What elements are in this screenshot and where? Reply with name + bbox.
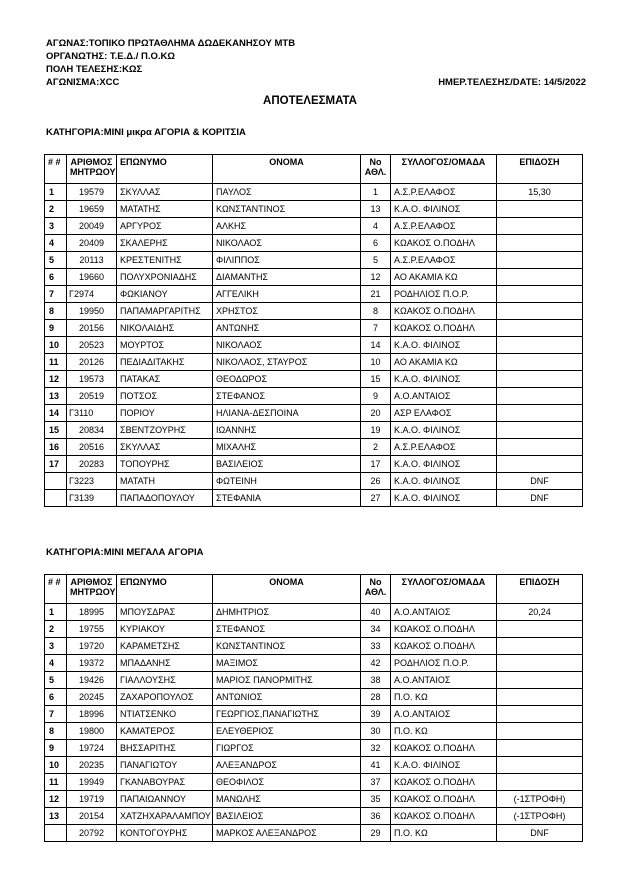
- club-cell: Κ.Α.Ο. ΦΙΛΙΝΟΣ: [391, 490, 497, 507]
- surname-cell: ΣΚΥΛΛΑΣ: [117, 184, 213, 201]
- registry-cell: 20516: [67, 439, 117, 456]
- registry-cell: Γ3139: [67, 490, 117, 507]
- table-row: [45, 218, 583, 235]
- athlete-number-cell: 12: [361, 269, 391, 286]
- athlete-number-cell: 30: [361, 723, 391, 740]
- table-row: [45, 791, 583, 808]
- name-cell: ΚΩΝΣΤΑΝΤΙΝΟΣ: [213, 201, 361, 218]
- name-cell: ΗΛΙΑΝΑ-ΔΕΣΠΟΙΝΑ: [213, 405, 361, 422]
- club-cell: ΚΩΑΚΟΣ Ο.ΠΟΔΗΛ: [391, 638, 497, 655]
- col-header-surname: ΕΠΩΝΥΜΟ: [117, 155, 213, 184]
- registry-cell: 19720: [67, 638, 117, 655]
- club-cell: Π.Ο. ΚΩ: [391, 825, 497, 842]
- performance-cell: [497, 723, 583, 740]
- performance-cell: [497, 303, 583, 320]
- name-cell: ΙΩΑΝΝΗΣ: [213, 422, 361, 439]
- club-cell: Κ.Α.Ο. ΦΙΛΙΝΟΣ: [391, 456, 497, 473]
- surname-cell: ΑΡΓΥΡΟΣ: [117, 218, 213, 235]
- name-cell: ΑΝΤΩΝΗΣ: [213, 320, 361, 337]
- registry-cell: 19573: [67, 371, 117, 388]
- surname-cell: ΠΟΛΥΧΡΟΝΙΑΔΗΣ: [117, 269, 213, 286]
- position-cell: 16: [45, 439, 67, 456]
- table-row: [45, 473, 583, 490]
- surname-cell: ΜΑΤΑΤΗ: [117, 473, 213, 490]
- performance-cell: [497, 320, 583, 337]
- athlete-number-cell: 15: [361, 371, 391, 388]
- athlete-number-cell: 21: [361, 286, 391, 303]
- surname-cell: ΒΗΣΣΑΡΙΤΗΣ: [117, 740, 213, 757]
- athlete-number-cell: 33: [361, 638, 391, 655]
- surname-cell: ΜΠΑΔΑΝΗΣ: [117, 655, 213, 672]
- position-cell: 2: [45, 621, 67, 638]
- surname-cell: ΝΤΙΑΤΣΕΝΚΟ: [117, 706, 213, 723]
- event-label: ΑΓΩΝΙΣΜΑ:XCC: [46, 77, 120, 88]
- club-cell: Κ.Α.Ο. ΦΙΛΙΝΟΣ: [391, 757, 497, 774]
- name-cell: ΕΛΕΥΘΕΡΙΟΣ: [213, 723, 361, 740]
- name-cell: ΝΙΚΟΛΑΟΣ: [213, 235, 361, 252]
- performance-cell: DNF: [497, 473, 583, 490]
- position-cell: 4: [45, 655, 67, 672]
- name-cell: ΜΑΞΙΜΟΣ: [213, 655, 361, 672]
- surname-cell: ΠΑΠΑΙΩΑΝΝΟΥ: [117, 791, 213, 808]
- table-row: [45, 774, 583, 791]
- registry-cell: 19719: [67, 791, 117, 808]
- organizer-label: ΟΡΓΑΝΩΤΗΣ: Τ.Ε.Δ./ Π.Ο.ΚΩ: [46, 51, 176, 62]
- name-cell: ΑΓΓΕΛΙΚΗ: [213, 286, 361, 303]
- club-cell: Κ.Α.Ο. ΦΙΛΙΝΟΣ: [391, 371, 497, 388]
- athlete-number-cell: 13: [361, 201, 391, 218]
- athlete-number-cell: 8: [361, 303, 391, 320]
- surname-cell: ΝΙΚΟΛΑΙΔΗΣ: [117, 320, 213, 337]
- surname-cell: ΚΑΡΑΜΕΤΣΗΣ: [117, 638, 213, 655]
- position-cell: [45, 473, 67, 490]
- registry-cell: 19659: [67, 201, 117, 218]
- club-cell: ΚΩΑΚΟΣ Ο.ΠΟΔΗΛ: [391, 235, 497, 252]
- athlete-number-cell: 42: [361, 655, 391, 672]
- name-cell: ΑΛΕΞΑΝΔΡΟΣ: [213, 757, 361, 774]
- name-cell: ΜΑΝΩΛΗΣ: [213, 791, 361, 808]
- registry-cell: 20523: [67, 337, 117, 354]
- athlete-number-cell: 39: [361, 706, 391, 723]
- position-cell: 12: [45, 371, 67, 388]
- table-row: [45, 689, 583, 706]
- name-cell: ΜΑΡΙΟΣ ΠΑΝΟΡΜΙΤΗΣ: [213, 672, 361, 689]
- table-row: [45, 184, 583, 201]
- athlete-number-cell: 14: [361, 337, 391, 354]
- athlete-number-cell: 36: [361, 808, 391, 825]
- name-cell: ΝΙΚΟΛΑΟΣ, ΣΤΑΥΡΟΣ: [213, 354, 361, 371]
- club-cell: ΚΩΑΚΟΣ Ο.ΠΟΔΗΛ: [391, 303, 497, 320]
- category-title: ΚΑΤΗΓΟΡΙΑ:ΜΙΝΙ μικρα ΑΓΟΡΙΑ & ΚΟΡΙΤΣΙΑ: [46, 127, 246, 138]
- club-cell: Α.Σ.Ρ.ΕΛΑΦΟΣ: [391, 252, 497, 269]
- surname-cell: ΚΟΝΤΟΓΟΥΡΗΣ: [117, 825, 213, 842]
- table-row: [45, 201, 583, 218]
- performance-cell: 20,24: [497, 604, 583, 621]
- name-cell: ΑΛΚΗΣ: [213, 218, 361, 235]
- club-cell: ΚΩΑΚΟΣ Ο.ΠΟΔΗΛ: [391, 621, 497, 638]
- col-header-hash: # #: [45, 155, 67, 184]
- club-cell: Π.Ο. ΚΩ: [391, 689, 497, 706]
- performance-cell: [497, 354, 583, 371]
- athlete-number-cell: 34: [361, 621, 391, 638]
- position-cell: 8: [45, 723, 67, 740]
- surname-cell: ΣΚΥΛΛΑΣ: [117, 439, 213, 456]
- position-cell: 2: [45, 201, 67, 218]
- position-cell: 6: [45, 689, 67, 706]
- club-cell: Κ.Α.Ο. ΦΙΛΙΝΟΣ: [391, 473, 497, 490]
- surname-cell: ΧΑΤΖΗΧΑΡΑΛΑΜΠΟΥ: [117, 808, 213, 825]
- table-row: [45, 235, 583, 252]
- registry-cell: 20792: [67, 825, 117, 842]
- position-cell: [45, 825, 67, 842]
- position-cell: 11: [45, 354, 67, 371]
- registry-cell: 20283: [67, 456, 117, 473]
- performance-cell: (-1ΣΤΡΟΦΗ): [497, 791, 583, 808]
- registry-cell: 19579: [67, 184, 117, 201]
- club-cell: ΑΣΡ ΕΛΑΦΟΣ: [391, 405, 497, 422]
- category-title: ΚΑΤΗΓΟΡΙΑ:ΜΙΝΙ ΜΕΓΑΛΑ ΑΓΟΡΙΑ: [46, 547, 204, 558]
- city-label: ΠΟΛΗ ΤΕΛΕΣΗΣ:ΚΩΣ: [46, 64, 143, 75]
- surname-cell: ΠΑΝΑΓΙΩΤΟΥ: [117, 757, 213, 774]
- col-header-no: No ΑΘΛ.: [361, 575, 391, 604]
- surname-cell: ΜΟΥΡΤΟΣ: [117, 337, 213, 354]
- athlete-number-cell: 38: [361, 672, 391, 689]
- name-cell: ΒΑΣΙΛΕΙΟΣ: [213, 808, 361, 825]
- surname-cell: ΦΩΚΙΑΝΟΥ: [117, 286, 213, 303]
- performance-cell: [497, 422, 583, 439]
- performance-cell: [497, 439, 583, 456]
- athlete-number-cell: 1: [361, 184, 391, 201]
- club-cell: Α.Ο.ΑΝΤΑΙΟΣ: [391, 388, 497, 405]
- position-cell: 12: [45, 791, 67, 808]
- surname-cell: ΓΙΑΛΛΟΥΣΗΣ: [117, 672, 213, 689]
- athlete-number-cell: 37: [361, 774, 391, 791]
- table-row: [45, 320, 583, 337]
- athlete-number-cell: 7: [361, 320, 391, 337]
- name-cell: ΝΙΚΟΛΑΟΣ: [213, 337, 361, 354]
- table-row: [45, 825, 583, 842]
- performance-cell: [497, 774, 583, 791]
- performance-cell: [497, 655, 583, 672]
- position-cell: 1: [45, 184, 67, 201]
- col-header-reg: ΑΡΙΘΜΟΣ ΜΗΤΡΩΟΥ: [67, 155, 117, 184]
- position-cell: 15: [45, 422, 67, 439]
- name-cell: ΑΝΤΩΝΙΟΣ: [213, 689, 361, 706]
- position-cell: 7: [45, 286, 67, 303]
- table-row: [45, 655, 583, 672]
- performance-cell: [497, 740, 583, 757]
- table-row: [45, 388, 583, 405]
- name-cell: ΦΙΛΙΠΠΟΣ: [213, 252, 361, 269]
- surname-cell: ΠΟΤΣΟΣ: [117, 388, 213, 405]
- club-cell: Κ.Α.Ο. ΦΙΛΙΝΟΣ: [391, 337, 497, 354]
- surname-cell: ΜΑΤΑΤΗΣ: [117, 201, 213, 218]
- position-cell: 11: [45, 774, 67, 791]
- col-header-club: ΣΥΛΛΟΓΟΣ/ΟΜΑΔΑ: [391, 155, 497, 184]
- athlete-number-cell: 5: [361, 252, 391, 269]
- surname-cell: ΜΠΟΥΣΔΡΑΣ: [117, 604, 213, 621]
- registry-cell: 20245: [67, 689, 117, 706]
- athlete-number-cell: 27: [361, 490, 391, 507]
- athlete-number-cell: 40: [361, 604, 391, 621]
- registry-cell: 20049: [67, 218, 117, 235]
- col-header-reg: ΑΡΙΘΜΟΣ ΜΗΤΡΩΟΥ: [67, 575, 117, 604]
- surname-cell: ΠΑΤΑΚΑΣ: [117, 371, 213, 388]
- registry-cell: 19800: [67, 723, 117, 740]
- name-cell: ΓΙΩΡΓΟΣ: [213, 740, 361, 757]
- col-header-perf: ΕΠΙΔΟΣΗ: [497, 155, 583, 184]
- athlete-number-cell: 9: [361, 388, 391, 405]
- club-cell: Α.Σ.Ρ.ΕΛΑΦΟΣ: [391, 218, 497, 235]
- name-cell: ΣΤΕΦΑΝΙΑ: [213, 490, 361, 507]
- position-cell: 5: [45, 672, 67, 689]
- page-title: ΑΠΟΤΕΛΕΣΜΑΤΑ: [263, 95, 357, 107]
- athlete-number-cell: 28: [361, 689, 391, 706]
- name-cell: ΦΩΤΕΙΝΗ: [213, 473, 361, 490]
- surname-cell: ΓΚΑΝΑΒΟΥΡΑΣ: [117, 774, 213, 791]
- performance-cell: DNF: [497, 490, 583, 507]
- athlete-number-cell: 2: [361, 439, 391, 456]
- table-row: [45, 757, 583, 774]
- name-cell: ΜΑΡΚΟΣ ΑΛΕΞΑΝΔΡΟΣ: [213, 825, 361, 842]
- table-row: [45, 286, 583, 303]
- surname-cell: ΠΕΔΙΑΔΙΤΑΚΗΣ: [117, 354, 213, 371]
- surname-cell: ΠΑΠΑΔΟΠΟΥΛΟΥ: [117, 490, 213, 507]
- table-row: [45, 808, 583, 825]
- surname-cell: ΚΡΕΣΤΕΝΙΤΗΣ: [117, 252, 213, 269]
- registry-cell: 20235: [67, 757, 117, 774]
- table-row: [45, 706, 583, 723]
- athlete-number-cell: 32: [361, 740, 391, 757]
- club-cell: ΚΩΑΚΟΣ Ο.ΠΟΔΗΛ: [391, 791, 497, 808]
- position-cell: 6: [45, 269, 67, 286]
- position-cell: 8: [45, 303, 67, 320]
- position-cell: 9: [45, 320, 67, 337]
- surname-cell: ΣΚΑΛΕΡΗΣ: [117, 235, 213, 252]
- performance-cell: [497, 757, 583, 774]
- name-cell: ΜΙΧΑΛΗΣ: [213, 439, 361, 456]
- table-row: [45, 269, 583, 286]
- position-cell: 13: [45, 808, 67, 825]
- position-cell: [45, 490, 67, 507]
- position-cell: 5: [45, 252, 67, 269]
- athlete-number-cell: 29: [361, 825, 391, 842]
- position-cell: 10: [45, 757, 67, 774]
- registry-cell: 20126: [67, 354, 117, 371]
- registry-cell: 19949: [67, 774, 117, 791]
- table-row: [45, 422, 583, 439]
- position-cell: 4: [45, 235, 67, 252]
- table-row: [45, 490, 583, 507]
- club-cell: ΡΟΔΗΛΙΟΣ Π.Ο.Ρ.: [391, 286, 497, 303]
- performance-cell: [497, 201, 583, 218]
- table-header-row: [45, 575, 583, 604]
- table-row: [45, 405, 583, 422]
- position-cell: 10: [45, 337, 67, 354]
- name-cell: ΓΕΩΡΓΙΟΣ,ΠΑΝΑΓΙΩΤΗΣ: [213, 706, 361, 723]
- surname-cell: ΣΒΕΝΤΖΟΥΡΗΣ: [117, 422, 213, 439]
- surname-cell: ΠΑΠΑΜΑΡΓΑΡΙΤΗΣ: [117, 303, 213, 320]
- table-row: [45, 439, 583, 456]
- col-header-hash: # #: [45, 575, 67, 604]
- surname-cell: ΤΟΠΟΥΡΗΣ: [117, 456, 213, 473]
- club-cell: Α.Ο.ΑΝΤΑΙΟΣ: [391, 604, 497, 621]
- performance-cell: [497, 706, 583, 723]
- club-cell: ΑΟ ΑΚΑΜΙΑ ΚΩ: [391, 269, 497, 286]
- table-row: [45, 604, 583, 621]
- table-row: [45, 303, 583, 320]
- registry-cell: Γ3110: [67, 405, 117, 422]
- performance-cell: [497, 371, 583, 388]
- performance-cell: [497, 456, 583, 473]
- athlete-number-cell: 20: [361, 405, 391, 422]
- performance-cell: (-1ΣΤΡΟΦΗ): [497, 808, 583, 825]
- race-label: ΑΓΩΝΑΣ:ΤΟΠΙΚΟ ΠΡΩΤΑΘΛΗΜΑ ΔΩΔΕΚΑΝΗΣΟΥ ΜΤΒ: [46, 38, 296, 49]
- athlete-number-cell: 17: [361, 456, 391, 473]
- name-cell: ΧΡΗΣΤΟΣ: [213, 303, 361, 320]
- club-cell: ΚΩΑΚΟΣ Ο.ΠΟΔΗΛ: [391, 808, 497, 825]
- performance-cell: [497, 337, 583, 354]
- name-cell: ΔΗΜΗΤΡΙΟΣ: [213, 604, 361, 621]
- surname-cell: ΖΑΧΑΡΟΠΟΥΛΟΣ: [117, 689, 213, 706]
- performance-cell: [497, 252, 583, 269]
- col-header-club: ΣΥΛΛΟΓΟΣ/ΟΜΑΔΑ: [391, 575, 497, 604]
- performance-cell: [497, 638, 583, 655]
- table-row: [45, 252, 583, 269]
- name-cell: ΘΕΟΔΩΡΟΣ: [213, 371, 361, 388]
- col-header-name: ΟΝΟΜΑ: [213, 575, 361, 604]
- club-cell: Κ.Α.Ο. ΦΙΛΙΝΟΣ: [391, 422, 497, 439]
- name-cell: ΔΙΑΜΑΝΤΗΣ: [213, 269, 361, 286]
- position-cell: 3: [45, 638, 67, 655]
- club-cell: Α.Ο.ΑΝΤΑΙΟΣ: [391, 672, 497, 689]
- athlete-number-cell: 6: [361, 235, 391, 252]
- registry-cell: 19755: [67, 621, 117, 638]
- athlete-number-cell: 4: [361, 218, 391, 235]
- club-cell: Κ.Α.Ο. ΦΙΛΙΝΟΣ: [391, 201, 497, 218]
- performance-cell: [497, 621, 583, 638]
- club-cell: ΡΟΔΗΛΙΟΣ Π.Ο.Ρ.: [391, 655, 497, 672]
- club-cell: ΚΩΑΚΟΣ Ο.ΠΟΔΗΛ: [391, 740, 497, 757]
- performance-cell: [497, 286, 583, 303]
- position-cell: 13: [45, 388, 67, 405]
- performance-cell: [497, 235, 583, 252]
- registry-cell: 19950: [67, 303, 117, 320]
- registry-cell: 20156: [67, 320, 117, 337]
- results-table: [44, 574, 583, 842]
- club-cell: Π.Ο. ΚΩ: [391, 723, 497, 740]
- performance-cell: [497, 218, 583, 235]
- name-cell: ΒΑΣΙΛΕΙΟΣ: [213, 456, 361, 473]
- table-header-row: [45, 155, 583, 184]
- registry-cell: 20154: [67, 808, 117, 825]
- registry-cell: Γ2974: [67, 286, 117, 303]
- name-cell: ΠΑΥΛΟΣ: [213, 184, 361, 201]
- name-cell: ΚΩΝΣΤΑΝΤΙΝΟΣ: [213, 638, 361, 655]
- registry-cell: Γ3223: [67, 473, 117, 490]
- surname-cell: ΚΥΡΙΑΚΟΥ: [117, 621, 213, 638]
- registry-cell: 18995: [67, 604, 117, 621]
- surname-cell: ΚΑΜΑΤΕΡΟΣ: [117, 723, 213, 740]
- performance-cell: 15,30: [497, 184, 583, 201]
- athlete-number-cell: 10: [361, 354, 391, 371]
- table-row: [45, 371, 583, 388]
- date-label: ΗΜΕΡ.ΤΕΛΕΣΗΣ/DATE: 14/5/2022: [438, 77, 586, 88]
- position-cell: 3: [45, 218, 67, 235]
- performance-cell: [497, 405, 583, 422]
- table-row: [45, 354, 583, 371]
- position-cell: 1: [45, 604, 67, 621]
- athlete-number-cell: 26: [361, 473, 391, 490]
- position-cell: 14: [45, 405, 67, 422]
- table-row: [45, 621, 583, 638]
- performance-cell: [497, 689, 583, 706]
- club-cell: Α.Σ.Ρ.ΕΛΑΦΟΣ: [391, 439, 497, 456]
- club-cell: Α.Σ.Ρ.ΕΛΑΦΟΣ: [391, 184, 497, 201]
- table-row: [45, 337, 583, 354]
- position-cell: 9: [45, 740, 67, 757]
- registry-cell: 20519: [67, 388, 117, 405]
- club-cell: ΚΩΑΚΟΣ Ο.ΠΟΔΗΛ: [391, 774, 497, 791]
- athlete-number-cell: 35: [361, 791, 391, 808]
- performance-cell: [497, 388, 583, 405]
- registry-cell: 20409: [67, 235, 117, 252]
- registry-cell: 19660: [67, 269, 117, 286]
- table-row: [45, 456, 583, 473]
- registry-cell: 20113: [67, 252, 117, 269]
- col-header-perf: ΕΠΙΔΟΣΗ: [497, 575, 583, 604]
- performance-cell: DNF: [497, 825, 583, 842]
- athlete-number-cell: 41: [361, 757, 391, 774]
- surname-cell: ΠΟΡΙΟΥ: [117, 405, 213, 422]
- position-cell: 7: [45, 706, 67, 723]
- col-header-name: ΟΝΟΜΑ: [213, 155, 361, 184]
- registry-cell: 18996: [67, 706, 117, 723]
- name-cell: ΣΤΕΦΑΝΟΣ: [213, 388, 361, 405]
- registry-cell: 19372: [67, 655, 117, 672]
- club-cell: Α.Ο.ΑΝΤΑΙΟΣ: [391, 706, 497, 723]
- athlete-number-cell: 19: [361, 422, 391, 439]
- registry-cell: 19426: [67, 672, 117, 689]
- results-table: [44, 154, 583, 507]
- table-row: [45, 723, 583, 740]
- club-cell: ΑΟ ΑΚΑΜΙΑ ΚΩ: [391, 354, 497, 371]
- club-cell: ΚΩΑΚΟΣ Ο.ΠΟΔΗΛ: [391, 320, 497, 337]
- name-cell: ΘΕΟΦΙΛΟΣ: [213, 774, 361, 791]
- performance-cell: [497, 672, 583, 689]
- registry-cell: 20834: [67, 422, 117, 439]
- performance-cell: [497, 269, 583, 286]
- col-header-no: No ΑΘΛ.: [361, 155, 391, 184]
- table-row: [45, 638, 583, 655]
- table-row: [45, 740, 583, 757]
- table-row: [45, 672, 583, 689]
- col-header-surname: ΕΠΩΝΥΜΟ: [117, 575, 213, 604]
- name-cell: ΣΤΕΦΑΝΟΣ: [213, 621, 361, 638]
- position-cell: 17: [45, 456, 67, 473]
- registry-cell: 19724: [67, 740, 117, 757]
